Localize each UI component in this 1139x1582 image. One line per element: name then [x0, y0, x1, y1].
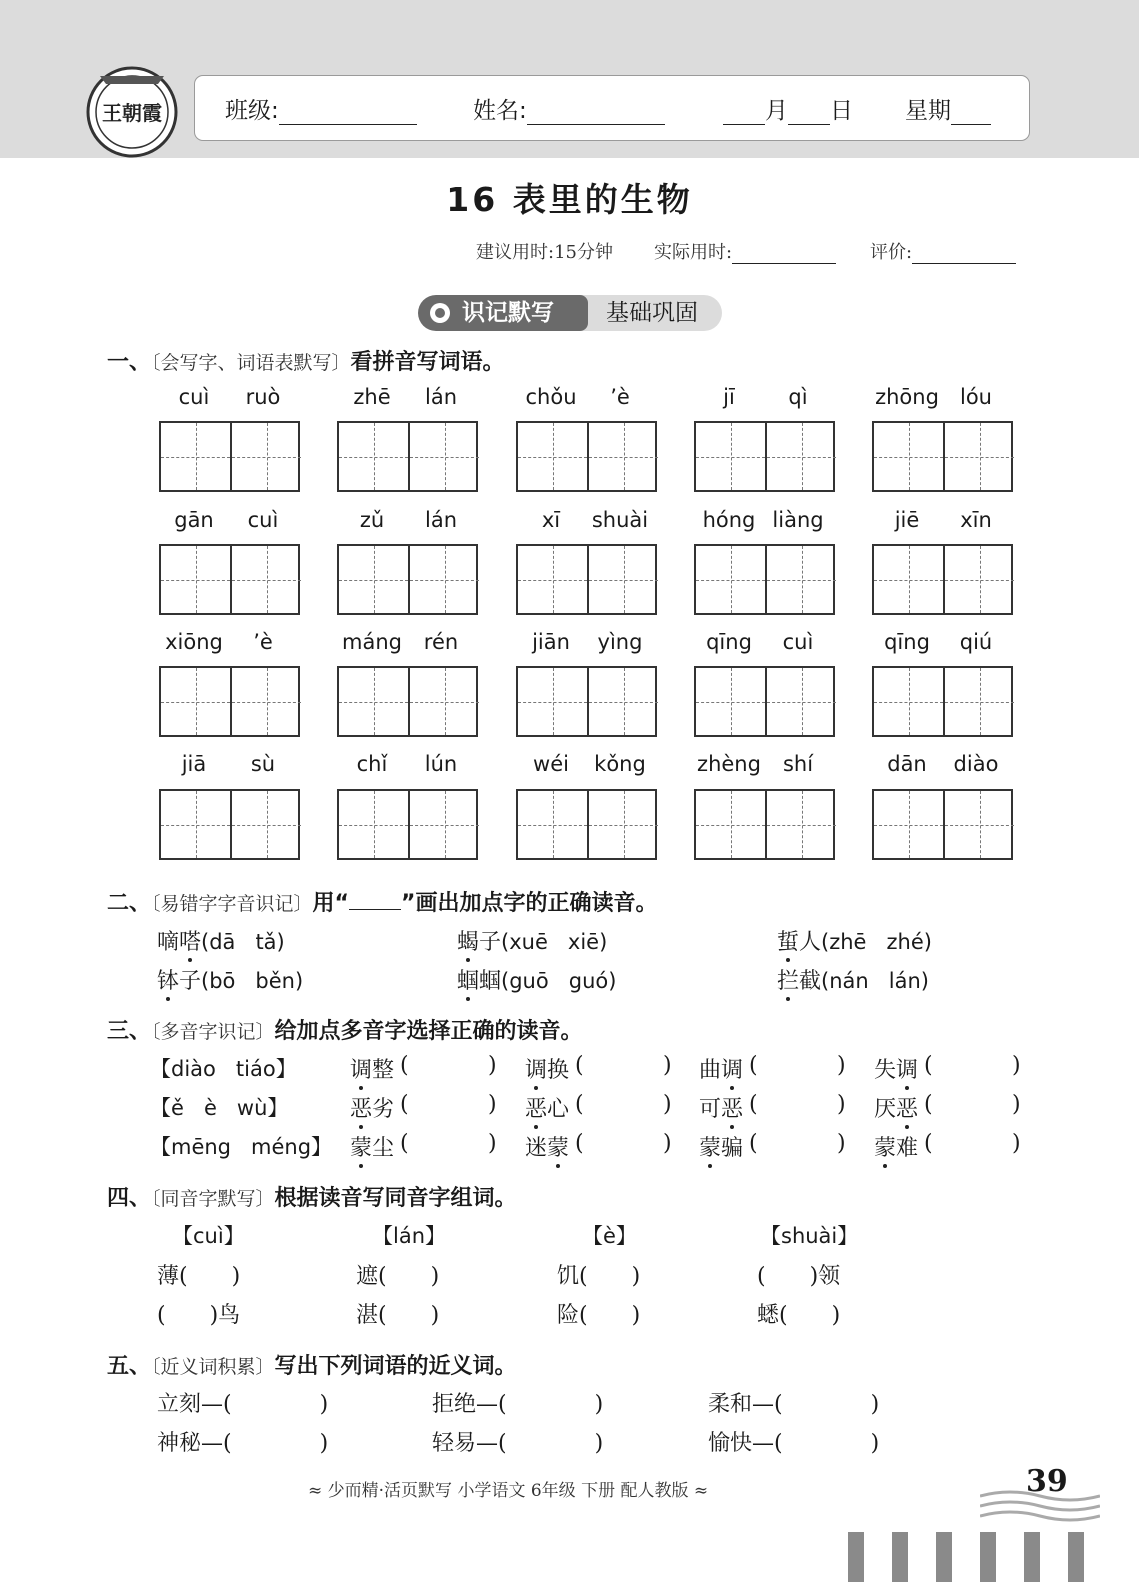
- writing-grid-box[interactable]: [337, 789, 478, 860]
- answer-paren-close[interactable]: ): [837, 1131, 846, 1156]
- homophone-head: 【cuì】: [172, 1224, 245, 1248]
- pinyin-syllable: lán: [424, 385, 457, 409]
- dotted-char: 蒙: [547, 1131, 569, 1162]
- banner-light: 基础巩固: [582, 295, 722, 331]
- answer-paren-close[interactable]: ): [663, 1053, 672, 1078]
- word-suffix: 心: [547, 1097, 570, 1122]
- section4-heading: 四、〔同音字默写〕根据读音写同音字组词。: [107, 1186, 517, 1211]
- pronunciation-item: [157, 925, 285, 956]
- day-field[interactable]: [788, 98, 830, 125]
- polyphone-word: [525, 1053, 569, 1084]
- writing-grid-box[interactable]: [516, 421, 657, 492]
- tab-bar: [936, 1532, 952, 1582]
- pinyin-options[interactable]: (guō guó): [501, 969, 617, 993]
- grid-cell[interactable]: [408, 423, 479, 490]
- word-suffix: 人: [799, 930, 822, 955]
- class-field[interactable]: [279, 98, 417, 125]
- dotted-char: 蒙: [874, 1131, 896, 1162]
- pinyin-syllable: chǐ: [356, 752, 388, 776]
- pronunciation-item: [777, 964, 929, 995]
- word-prefix: 嘀: [157, 930, 180, 955]
- medal-icon: [430, 303, 450, 323]
- answer-paren-close[interactable]: ): [488, 1092, 497, 1117]
- pinyin-syllable: zhōng: [875, 385, 939, 409]
- word-suffix: 整: [372, 1058, 395, 1083]
- grid-cell[interactable]: [696, 423, 765, 490]
- writing-grid-box[interactable]: [337, 544, 478, 615]
- word-suffix: 蝈: [479, 969, 502, 994]
- footer-text: ≈ 少而精·活页默写 小学语文 6年级 下册 配人教版 ≈: [308, 1481, 709, 1501]
- synonym-item[interactable]: 立刻—( ): [157, 1392, 329, 1417]
- class-label: 班级:: [225, 98, 279, 124]
- section1-heading: 一、〔会写字、词语表默写〕看拼音写词语。: [107, 350, 505, 375]
- grid-cell[interactable]: [339, 423, 408, 490]
- answer-paren-open[interactable]: (: [575, 1092, 584, 1117]
- synonym-item[interactable]: 柔和—( ): [708, 1392, 880, 1417]
- answer-paren-close[interactable]: ): [837, 1053, 846, 1078]
- polyphone-word: [699, 1131, 743, 1162]
- tab-bar: [1024, 1532, 1040, 1582]
- answer-paren-open[interactable]: (: [400, 1131, 409, 1156]
- pinyin-syllable: hóng: [702, 508, 756, 532]
- pinyin-syllable: shuài: [591, 508, 649, 532]
- pinyin-syllable: yìng: [597, 630, 643, 654]
- word-suffix: 尘: [372, 1136, 395, 1161]
- grid-cell[interactable]: [696, 668, 765, 735]
- grid-cell[interactable]: [874, 668, 943, 735]
- pinyin-syllable: jiān: [532, 630, 570, 654]
- dotted-char: 调: [896, 1053, 918, 1084]
- pinyin-options[interactable]: (xuē xiē): [501, 930, 608, 954]
- polyphone-word: [699, 1092, 743, 1123]
- grid-cell[interactable]: [696, 546, 765, 613]
- answer-paren-close[interactable]: ): [488, 1131, 497, 1156]
- grid-cell[interactable]: [230, 668, 301, 735]
- answer-paren-close[interactable]: ): [663, 1131, 672, 1156]
- grid-cell[interactable]: [765, 791, 836, 858]
- grid-cell[interactable]: [943, 423, 1014, 490]
- pinyin-syllable: qīng: [706, 630, 752, 654]
- pinyin-syllable: cuì: [178, 385, 210, 409]
- polyphone-label: 【diào tiáo】: [150, 1057, 297, 1081]
- student-info-box: [194, 75, 1030, 141]
- grid-cell[interactable]: [943, 668, 1014, 735]
- grid-cell[interactable]: [518, 546, 587, 613]
- dotted-char: 蒙: [350, 1131, 372, 1162]
- answer-paren-open[interactable]: (: [749, 1053, 758, 1078]
- word-suffix: 难: [896, 1136, 919, 1161]
- answer-paren-open[interactable]: (: [400, 1053, 409, 1078]
- pronunciation-item: [777, 925, 932, 956]
- writing-grid-box[interactable]: [516, 789, 657, 860]
- dotted-char: 调: [721, 1053, 743, 1084]
- grid-cell[interactable]: [161, 423, 230, 490]
- grid-cell[interactable]: [339, 668, 408, 735]
- answer-paren-open[interactable]: (: [924, 1053, 933, 1078]
- evaluation-label: 评价:: [870, 242, 913, 263]
- grid-cell[interactable]: [587, 668, 658, 735]
- word-prefix: 厌: [874, 1097, 897, 1122]
- pinyin-syllable: qīng: [884, 630, 930, 654]
- dotted-char: 嗒: [179, 925, 201, 956]
- pinyin-syllable: lún: [424, 752, 458, 776]
- answer-paren-open[interactable]: (: [749, 1131, 758, 1156]
- polyphone-word: [525, 1131, 569, 1162]
- pinyin-syllable: shí: [782, 752, 814, 776]
- dotted-char: 蜇: [777, 925, 799, 956]
- grid-cell[interactable]: [765, 423, 836, 490]
- homophone-blank[interactable]: 饥( ): [557, 1264, 641, 1289]
- pinyin-syllable: wéi: [533, 752, 569, 776]
- month-field[interactable]: [723, 98, 765, 125]
- grid-cell[interactable]: [230, 791, 301, 858]
- grid-cell[interactable]: [874, 423, 943, 490]
- day-label: 日: [830, 98, 853, 124]
- grid-cell[interactable]: [161, 546, 230, 613]
- writing-grid-box[interactable]: [159, 421, 300, 492]
- homophone-blank[interactable]: 遮( ): [356, 1264, 440, 1289]
- polyphone-word: [699, 1053, 743, 1084]
- grid-cell[interactable]: [696, 791, 765, 858]
- writing-grid-box[interactable]: [337, 666, 478, 737]
- homophone-head: 【lán】: [372, 1224, 447, 1248]
- actual-time-label: 实际用时:: [654, 242, 733, 263]
- answer-paren-open[interactable]: (: [924, 1131, 933, 1156]
- brand-name: 王朝霞: [102, 101, 162, 125]
- evaluation-field[interactable]: [912, 243, 1016, 264]
- polyphone-word: [874, 1053, 918, 1084]
- grid-cell[interactable]: [587, 546, 658, 613]
- polyphone-label: 【ě è wù】: [150, 1096, 289, 1120]
- homophone-blank[interactable]: 蟋( ): [757, 1303, 841, 1328]
- homophone-blank[interactable]: 险( ): [557, 1303, 641, 1328]
- writing-grid-box[interactable]: [872, 421, 1013, 492]
- grid-cell[interactable]: [161, 791, 230, 858]
- section3-heading: 三、〔多音字识记〕给加点多音字选择正确的读音。: [107, 1019, 583, 1044]
- pronunciation-item: [457, 925, 607, 956]
- tab-bar: [892, 1532, 908, 1582]
- pinyin-syllable: chǒu: [525, 385, 577, 409]
- word-suffix: 子: [179, 969, 202, 994]
- section2-heading: 二、〔易错字字音识记〕用“ ”画出加点字的正确读音。: [107, 891, 658, 916]
- dotted-char: 蒙: [699, 1131, 721, 1162]
- pinyin-options[interactable]: (nán lán): [821, 969, 929, 993]
- grid-cell[interactable]: [943, 791, 1014, 858]
- pronunciation-item: [457, 964, 616, 995]
- word-suffix: 换: [547, 1058, 570, 1083]
- pinyin-syllable: qì: [788, 385, 808, 409]
- pinyin-syllable: zǔ: [359, 508, 385, 532]
- dotted-char: 拦: [777, 964, 799, 995]
- dotted-char: 恶: [350, 1092, 372, 1123]
- suggested-time: 建议用时:15分钟: [476, 242, 613, 263]
- pinyin-syllable: kǒng: [594, 752, 646, 776]
- pinyin-syllable: qiú: [959, 630, 993, 654]
- polyphone-word: [350, 1131, 394, 1162]
- pinyin-syllable: xiōng: [165, 630, 223, 654]
- writing-grid-box[interactable]: [872, 666, 1013, 737]
- word-suffix: 劣: [372, 1097, 395, 1122]
- answer-paren-open[interactable]: (: [400, 1092, 409, 1117]
- word-prefix: 失: [874, 1058, 897, 1083]
- writing-grid-box[interactable]: [694, 666, 835, 737]
- pinyin-syllable: zhē: [353, 385, 391, 409]
- pinyin-syllable: rén: [423, 630, 459, 654]
- pinyin-syllable: lóu: [960, 385, 992, 409]
- pinyin-options[interactable]: (bō běn): [201, 969, 304, 993]
- pinyin-syllable: xī: [541, 508, 561, 532]
- pinyin-syllable: jiā: [181, 752, 207, 776]
- grid-cell[interactable]: [874, 546, 943, 613]
- answer-paren-open[interactable]: (: [575, 1131, 584, 1156]
- polyphone-word: [874, 1131, 918, 1162]
- pinyin-syllable: gān: [174, 508, 214, 532]
- polyphone-word: [350, 1092, 394, 1123]
- homophone-head: 【shuài】: [760, 1224, 859, 1248]
- tab-bar: [1068, 1532, 1084, 1582]
- pinyin-syllable: cuì: [782, 630, 814, 654]
- dotted-char: 恶: [721, 1092, 743, 1123]
- banner-dark: 识记默写: [418, 295, 588, 331]
- writing-grid-box[interactable]: [159, 789, 300, 860]
- homophone-head: 【è】: [582, 1224, 637, 1248]
- synonym-item[interactable]: 神秘—( ): [157, 1431, 329, 1456]
- answer-paren-close[interactable]: ): [1012, 1053, 1021, 1078]
- dotted-char: 蝎: [457, 925, 479, 956]
- homophone-blank[interactable]: 薄( ): [157, 1264, 241, 1289]
- polyphone-word: [525, 1092, 569, 1123]
- dotted-char: 钵: [157, 964, 179, 995]
- writing-grid-box[interactable]: [694, 789, 835, 860]
- answer-paren-open[interactable]: (: [575, 1053, 584, 1078]
- writing-grid-box[interactable]: [872, 544, 1013, 615]
- grid-cell[interactable]: [587, 791, 658, 858]
- polyphone-word: [350, 1053, 394, 1084]
- homophone-blank[interactable]: ( )鸟: [157, 1303, 241, 1328]
- pinyin-syllable: zhèng: [697, 752, 761, 776]
- pinyin-syllable: jiē: [894, 508, 920, 532]
- synonym-item[interactable]: 轻易—( ): [432, 1431, 604, 1456]
- word-prefix: 迷: [525, 1136, 548, 1161]
- pinyin-syllable: lán: [424, 508, 457, 532]
- grid-cell[interactable]: [408, 668, 479, 735]
- pinyin-syllable: dān: [887, 752, 927, 776]
- dotted-char: 调: [525, 1053, 547, 1084]
- grid-cell[interactable]: [874, 791, 943, 858]
- synonym-item[interactable]: 愉快—( ): [708, 1431, 880, 1456]
- word-suffix: 骗: [721, 1136, 744, 1161]
- answer-paren-close[interactable]: ): [488, 1053, 497, 1078]
- grid-cell[interactable]: [765, 668, 836, 735]
- writing-grid-box[interactable]: [872, 789, 1013, 860]
- homophone-blank[interactable]: ( )领: [757, 1264, 841, 1289]
- answer-paren-close[interactable]: ): [1012, 1092, 1021, 1117]
- pinyin-syllable: máng: [342, 630, 402, 654]
- grid-cell[interactable]: [518, 791, 587, 858]
- polyphone-word: [874, 1092, 918, 1123]
- actual-time-field[interactable]: [732, 243, 836, 264]
- page-number: 39: [1026, 1464, 1068, 1499]
- page-title: 16 表里的生物: [446, 180, 693, 219]
- pinyin-syllable: ruò: [245, 385, 281, 409]
- grid-cell[interactable]: [230, 423, 301, 490]
- week-field[interactable]: [951, 98, 991, 125]
- grid-cell[interactable]: [230, 546, 301, 613]
- pinyin-syllable: xīn: [960, 508, 992, 532]
- pinyin-options[interactable]: (dā tǎ): [201, 930, 285, 954]
- homophone-blank[interactable]: 湛( ): [356, 1303, 440, 1328]
- grid-cell[interactable]: [518, 423, 587, 490]
- polyphone-label: 【mēng méng】: [150, 1135, 333, 1159]
- grid-cell[interactable]: [408, 791, 479, 858]
- dotted-char: 恶: [896, 1092, 918, 1123]
- grid-cell[interactable]: [161, 668, 230, 735]
- name-label: 姓名:: [473, 98, 527, 124]
- section5-heading: 五、〔近义词积累〕写出下列词语的近义词。: [107, 1354, 517, 1379]
- pinyin-syllable: ’è: [610, 385, 630, 409]
- pinyin-options[interactable]: (zhē zhé): [821, 930, 932, 954]
- tab-bar: [848, 1532, 864, 1582]
- grid-cell[interactable]: [943, 546, 1014, 613]
- writing-grid-box[interactable]: [694, 421, 835, 492]
- synonym-item[interactable]: 拒绝—( ): [432, 1392, 604, 1417]
- grid-cell[interactable]: [765, 546, 836, 613]
- grid-cell[interactable]: [587, 423, 658, 490]
- week-label: 星期: [905, 98, 951, 124]
- answer-paren-open[interactable]: (: [924, 1092, 933, 1117]
- name-field[interactable]: [527, 98, 665, 125]
- dotted-char: 蝈: [457, 964, 479, 995]
- pinyin-syllable: diào: [953, 752, 999, 776]
- brand-logo: [84, 62, 180, 158]
- word-prefix: 曲: [699, 1058, 722, 1083]
- grid-cell[interactable]: [339, 546, 408, 613]
- answer-paren-close[interactable]: ): [1012, 1131, 1021, 1156]
- writing-grid-box[interactable]: [516, 666, 657, 737]
- grid-cell[interactable]: [339, 791, 408, 858]
- pinyin-syllable: liàng: [772, 508, 824, 532]
- tab-bar: [980, 1532, 996, 1582]
- writing-grid-box[interactable]: [159, 544, 300, 615]
- pinyin-syllable: cuì: [247, 508, 279, 532]
- answer-paren-close[interactable]: ): [837, 1092, 846, 1117]
- writing-grid-box[interactable]: [159, 666, 300, 737]
- underline-sample: [349, 891, 401, 910]
- pronunciation-item: [157, 964, 303, 995]
- writing-grid-box[interactable]: [694, 544, 835, 615]
- answer-paren-close[interactable]: ): [663, 1092, 672, 1117]
- grid-cell[interactable]: [408, 546, 479, 613]
- dotted-char: 恶: [525, 1092, 547, 1123]
- word-suffix: 截: [799, 969, 822, 994]
- writing-grid-box[interactable]: [337, 421, 478, 492]
- wave-decoration: [980, 1488, 1100, 1524]
- month-label: 月: [765, 98, 788, 124]
- grid-cell[interactable]: [518, 668, 587, 735]
- word-suffix: 子: [479, 930, 502, 955]
- pinyin-syllable: ’è: [253, 630, 273, 654]
- word-prefix: 可: [699, 1097, 722, 1122]
- writing-grid-box[interactable]: [516, 544, 657, 615]
- answer-paren-open[interactable]: (: [749, 1092, 758, 1117]
- pinyin-syllable: jī: [723, 385, 735, 409]
- pinyin-syllable: sù: [250, 752, 276, 776]
- dotted-char: 调: [350, 1053, 372, 1084]
